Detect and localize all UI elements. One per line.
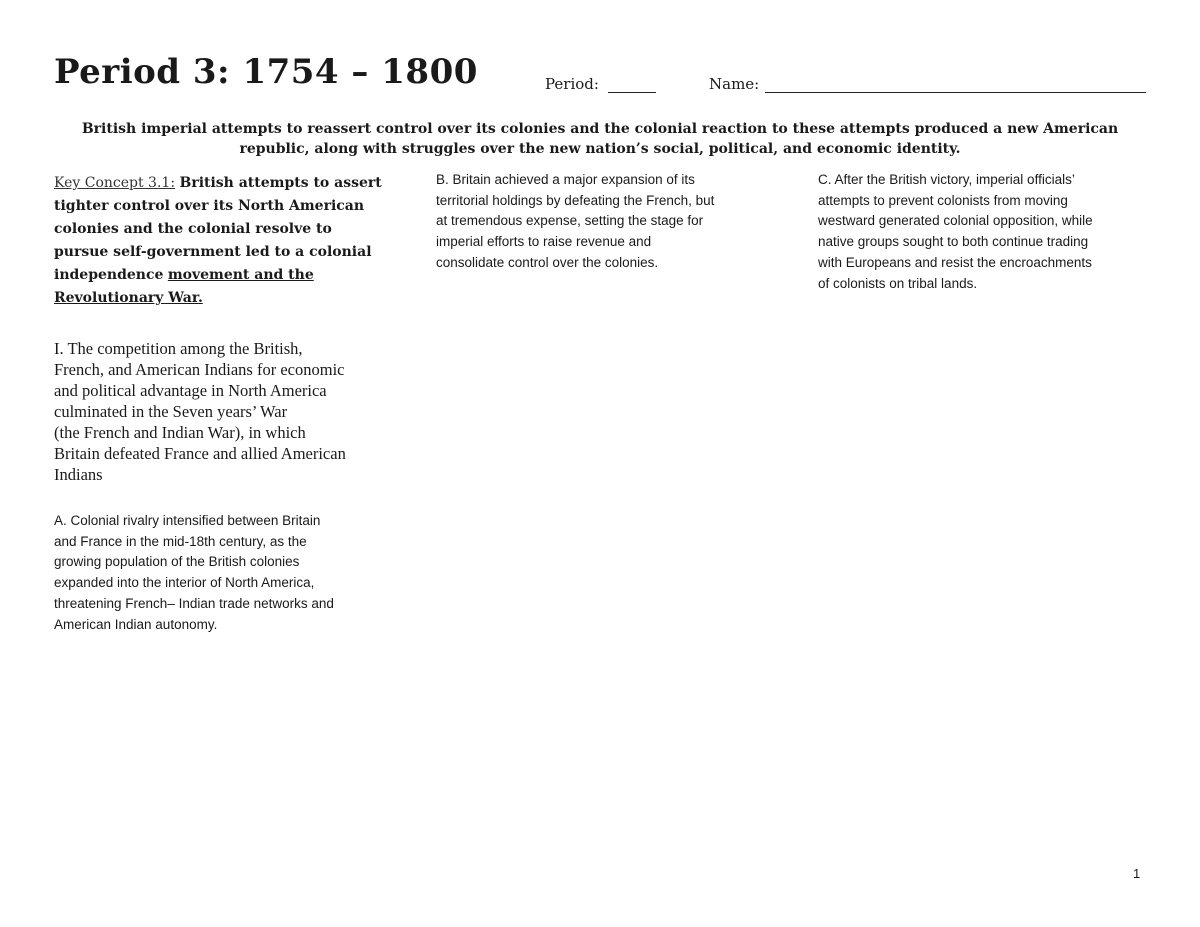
point-i-line: Indians [54,465,103,484]
name-label: Name: [709,75,760,93]
period-summary: British imperial attempts to reassert control over its colonies and the colonial reaction to these attempts produced a new American republic, along with struggles over the new nation’s social, political, and economic identity. [81,121,1119,157]
point-b-line: B. Britain achieved a major expansion of its [436,172,695,187]
period-input-line[interactable] [608,92,656,93]
period-label: Period: [545,75,599,93]
point-i-line: I. The competition among the British, [54,339,303,358]
key-concept [54,172,384,310]
point-i-line: culminated in the Seven years’ War [54,402,288,421]
point-b-line: consolidate control over the colonies. [436,254,659,270]
point-a-line: growing population of the British colonies [54,554,300,570]
point-i-line: French, and American Indians for economic [54,360,345,379]
point-i-line: Britain defeated France and allied American [54,444,346,463]
point-b-line: territorial holdings by defeating the French, but [436,192,715,208]
point-b-line: at tremendous expense, setting the stage for [436,213,704,229]
point-a-line: A. Colonial rivalry intensified between Britain [54,513,321,528]
page-number: 1 [1133,866,1141,881]
point-b-line: imperial efforts to raise revenue and [436,234,652,250]
point-c [818,170,1148,294]
point-i [54,338,384,485]
point-a-line: threatening French– Indian trade networks and [54,595,334,611]
point-c-line: westward generated colonial opposition, while [818,213,1093,229]
point-i-line: and political advantage in North America [54,381,327,400]
point-c-line: of colonists on tribal lands. [818,275,978,291]
point-a-line: American Indian autonomy. [54,616,218,632]
column-left [54,172,384,635]
point-b [436,170,766,274]
point-c-line: attempts to prevent colonists from moving [818,192,1068,208]
point-c-line: with Europeans and resist the encroachments [818,254,1092,270]
point-a-line: expanded into the interior of North America, [54,575,315,591]
name-input-line[interactable] [765,92,1146,93]
point-a [54,511,384,635]
point-c-line: C. After the British victory, imperial officials’ [818,172,1075,187]
point-i-line: (the French and Indian War), in which [54,423,306,442]
key-concept-label: Key Concept 3.1: [54,175,176,191]
key-concept-underlined-text: movement and the Revolutionary War. [54,267,314,306]
point-a-line: and France in the mid-18th century, as the [54,533,307,549]
page-title: Period 3: 1754 – 1800 [54,52,478,92]
point-c-line: native groups sought to both continue trading [818,234,1089,250]
key-concept-text: British attempts to assert tighter control over its North American colonies and the colonial resolve to pursue self-government led to a colonial independence [54,175,382,283]
